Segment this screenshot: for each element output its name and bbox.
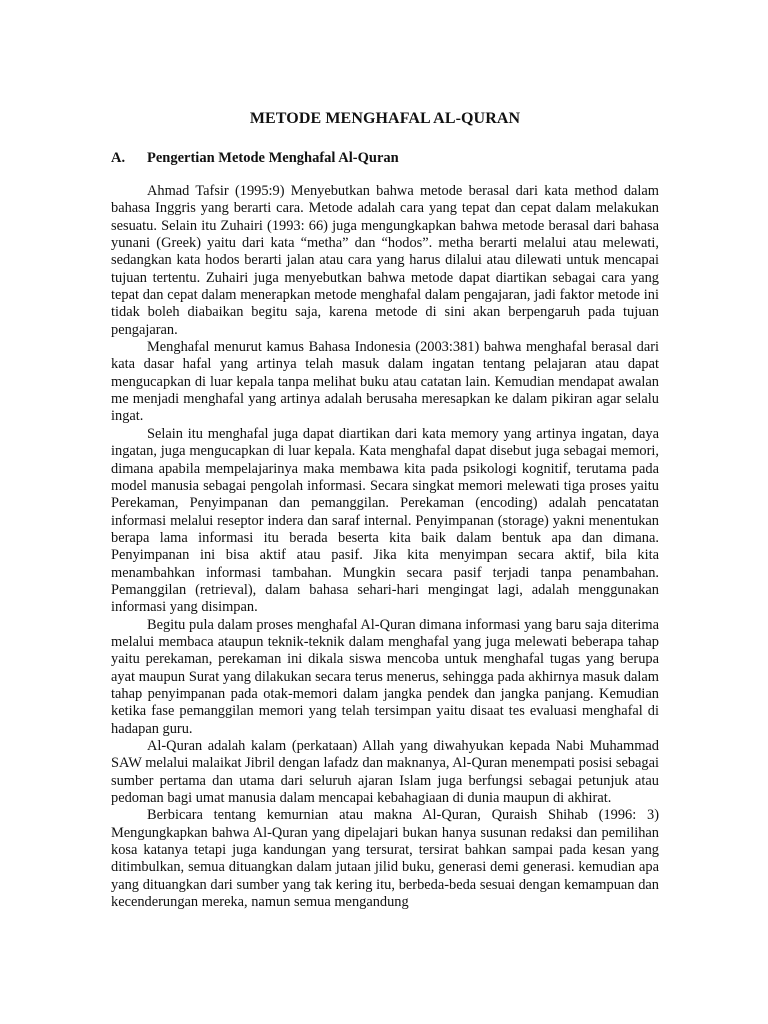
- section-heading: [111, 149, 659, 167]
- paragraph: Ahmad Tafsir (1995:9) Menyebutkan bahwa metode berasal dari kata method dalam bahasa Inggris yang berarti cara. Metode adalah cara yang tepat dan cepat dalam melakukan sesuatu. Selain itu Zuhairi (1993: 66) juga mengungkapkan bahwa metode berasal dari bahasa yunani (Greek) yaitu dari kata “metha” dan “hodos”. metha berarti melalui atau melewati, sedangkan kata hodos berarti jalan atau cara yang harus dilalui atau dilewati untuk mencapai tujuan tertentu. Zuhairi juga menyebutkan bahwa metode dapat diartikan sebagai cara yang tepat dan cepat dalam menerapkan metode menghafal dalam pengajaran, jadi faktor metode ini tidak boleh diabaikan begitu saja, karena metode di sini akan berpengaruh pada tujuan pengajaran.: [111, 183, 659, 338]
- document-page: [111, 0, 659, 1024]
- paragraph: Begitu pula dalam proses menghafal Al-Quran dimana informasi yang baru saja diterima melalui membaca ataupun teknik-teknik dalam menghafal yang juga melewati beberapa tahap yaitu perekaman, perekaman ini dikala siswa mencoba untuk menghafal tugas yang berupa ayat maupun Surat yang dilakukan secara terus menerus, sehingga pada akhirnya masuk dalam tahap penyimpanan pada otak-memori dalam jangka pendek dan jangka panjang. Kemudian ketika fase pemanggilan memori yang telah tersimpan yaitu disaat tes evaluasi menghafal di hadapan guru.: [111, 616, 659, 737]
- paragraph: Menghafal menurut kamus Bahasa Indonesia (2003:381) bahwa menghafal berasal dari kata dasar hafal yang artinya telah masuk dalam ingatan tentang pelajaran atau dapat mengucapkan di luar kepala tanpa melihat buku atau catatan lain. Kemudian mendapat awalan me menjadi menghafal yang artinya adalah berusaha meresapkan ke dalam pikiran agar selalu ingat.: [111, 339, 659, 425]
- paragraph: Berbicara tentang kemurnian atau makna Al-Quran, Quraish Shihab (1996: 3) Mengungkapkan bahwa Al-Quran yang dipelajari bukan hanya susunan redaksi dan pemilihan kosa katanya tetapi juga kandungan yang tersurat, tersirat bahkan sampai pada kesan yang ditimbulkan, semua dituangkan dalam jutaan jilid buku, generasi demi generasi. kemudian apa yang dituangkan dari sumber yang tak kering itu, berbeda-beda sesuai dengan kemampuan dan kecenderungan mereka, namun semua mengandung: [111, 807, 659, 911]
- document-title: METODE MENGHAFAL AL-QURAN: [249, 110, 521, 127]
- document-body: [111, 183, 659, 911]
- paragraph: Al-Quran adalah kalam (perkataan) Allah yang diwahyukan kepada Nabi Muhammad SAW melalui malaikat Jibril dengan lafadz dan maknanya, Al-Quran menempati posisi sebagai sumber pertama dan utama dari seluruh ajaran Islam juga berfungsi sebagai petunjuk atau pedoman bagi umat manusia dalam mencapai kebahagiaan di dunia maupun di akhirat.: [111, 738, 659, 807]
- paragraph: Selain itu menghafal juga dapat diartikan dari kata memory yang artinya ingatan, daya ingatan, juga mengucapkan di luar kepala. Kata menghafal dapat disebut juga sebagai memori, dimana apabila mempelajarinya maka membawa kita pada psikologi kognitif, terutama pada model manusia sebagai pengolah informasi. Secara singkat memori melewati tiga proses yaitu Perekaman, Penyimpanan dan pemanggilan. Perekaman (encoding) adalah pencatatan informasi melalui reseptor indera dan saraf internal. Penyimpanan (storage) yakni menentukan berapa lama informasi itu berada beserta kita baik dalam bentuk apa dan dimana. Penyimpanan ini bisa aktif atau pasif. Jika kita menyimpan secara aktif, bila kita menambahkan informasi tambahan. Mungkin secara pasif terjadi tanpa penambahan. Pemanggilan (retrieval), dalam bahasa sehari-hari mengingat lagi, adalah menggunakan informasi yang disimpan.: [111, 425, 659, 616]
- section-letter: A.: [111, 150, 126, 166]
- section-heading-text: Pengertian Metode Menghafal Al-Quran: [147, 150, 399, 166]
